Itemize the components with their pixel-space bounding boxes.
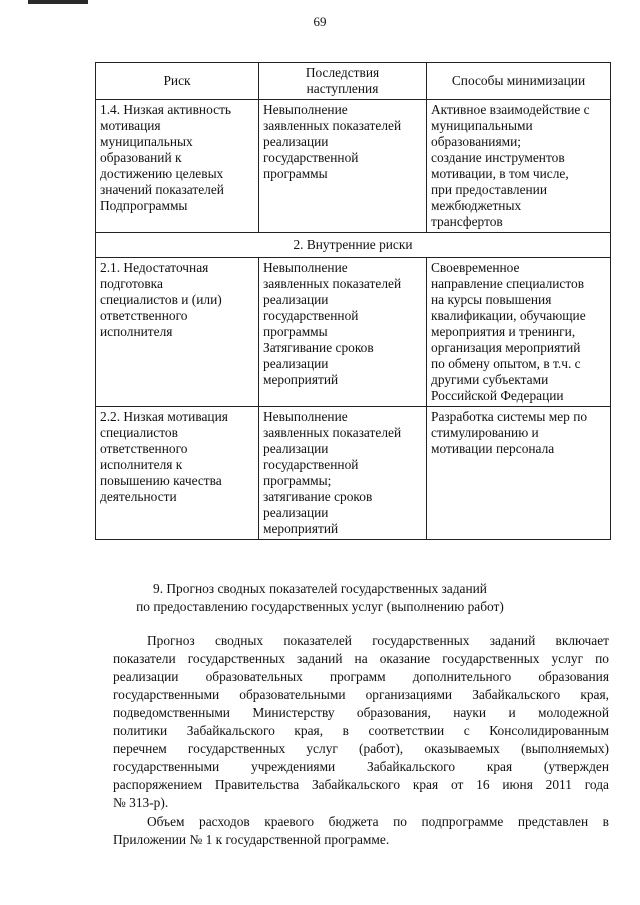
cell-line: межбюджетных [431, 198, 522, 213]
cell-line: 2.1. Недостаточная [100, 260, 209, 275]
cell-line: направление специалистов [431, 276, 585, 291]
cell-risk [96, 100, 259, 233]
table-row [96, 100, 611, 233]
cell-line: мотивация [100, 118, 161, 133]
cell-consequences [259, 100, 427, 233]
cell-line: государственной [263, 457, 359, 472]
section-row [96, 233, 611, 258]
cell-mitigation [427, 258, 611, 407]
section-heading-line: 9. Прогноз сводных показателей государственных заданий [153, 581, 487, 596]
paragraph-line: политики Забайкальского края, в соответствии с Консолидированным [113, 723, 609, 738]
cell-line: образований к [100, 150, 182, 165]
section-heading [0, 580, 640, 616]
cell-line: значений показателей [100, 182, 224, 197]
cell-line: мотивации персонала [431, 441, 555, 456]
cell-risk [96, 407, 259, 540]
cell-line: заявленных показателей [263, 276, 402, 291]
cell-line: Затягивание сроков [263, 340, 374, 355]
cell-line: муниципальных [100, 134, 193, 149]
cell-line: реализации [263, 505, 329, 520]
cell-line: по обмену опытом, в т.ч. с [431, 356, 581, 371]
table-body-external [96, 100, 611, 233]
cell-line: мероприятия и тренинги, [431, 324, 576, 339]
cell-consequences [259, 258, 427, 407]
cell-line: квалификации, обучающие [431, 308, 586, 323]
cell-line: реализации [263, 292, 329, 307]
cell-line: затягивание сроков [263, 489, 373, 504]
page-number: 69 [313, 14, 327, 29]
cell-risk [96, 258, 259, 407]
header-risk [96, 63, 259, 100]
cell-line: деятельности [100, 489, 177, 504]
paragraph-line: распоряжением Правительства Забайкальского края от 16 июня 2011 года [113, 777, 609, 792]
cell-line: специалистов [100, 425, 178, 440]
header-consequences [259, 63, 427, 100]
cell-line: подготовка [100, 276, 163, 291]
paragraph-line: государственными образовательными организациями Забайкальского края, [113, 687, 609, 702]
paragraph-line: государственными учреждениями Забайкальского края (утвержден [113, 759, 609, 774]
cell-line: реализации [263, 134, 329, 149]
cell-line: 2.2. Низкая мотивация [100, 409, 228, 424]
cell-line: муниципальными [431, 118, 533, 133]
header-consequences-line: Последствия [305, 65, 380, 80]
paragraph-line: подведомственными Министерству образования, науки и молодежной [113, 705, 609, 720]
cell-line: государственной [263, 150, 359, 165]
cell-line: повышению качества [100, 473, 222, 488]
cell-line: программы [263, 166, 328, 181]
cell-line: заявленных показателей [263, 118, 402, 133]
cell-line: на курсы повышения [431, 292, 552, 307]
cell-line: стимулированию и [431, 425, 539, 440]
table-header-row [96, 63, 611, 100]
cell-line: Российской Федерации [431, 388, 564, 403]
paragraph-forecast [113, 632, 609, 812]
section-title: 2. Внутренние риски [96, 233, 611, 258]
table-row [96, 407, 611, 540]
risk-table [95, 62, 611, 540]
paragraph-line: Объем расходов краевого бюджета по подпрограмме представлен в [147, 814, 609, 829]
cell-line: исполнителя [100, 324, 173, 339]
header-mitigation-label: Способы минимизации [451, 73, 586, 88]
paragraph-line: Прогноз сводных показателей государственных заданий включает [147, 633, 609, 648]
cell-line: Невыполнение [263, 102, 348, 117]
section-heading-line: по предоставлению государственных услуг (выполнению работ) [136, 599, 504, 614]
cell-line: другими субъектами [431, 372, 549, 387]
cell-line: создание инструментов [431, 150, 565, 165]
header-mitigation [427, 63, 611, 100]
cell-line: организация мероприятий [431, 340, 581, 355]
table-row [96, 258, 611, 407]
cell-line: Активное взаимодействие с [431, 102, 590, 117]
cell-line: Своевременное [431, 260, 520, 275]
paragraph-budget [113, 813, 609, 849]
cell-line: трансфертов [431, 214, 503, 229]
cell-line: при предоставлении [431, 182, 548, 197]
cell-line: образованиями; [431, 134, 521, 149]
cell-line: Подпрограммы [100, 198, 188, 213]
cell-line: 1.4. Низкая активность [100, 102, 232, 117]
cell-consequences [259, 407, 427, 540]
header-consequences-line: наступления [306, 81, 379, 96]
cell-line: заявленных показателей [263, 425, 402, 440]
cell-line: мероприятий [263, 372, 339, 387]
table-body-internal [96, 258, 611, 540]
cell-line: достижению целевых [100, 166, 224, 181]
paragraph-line: Приложении № 1 к государственной программе. [113, 832, 390, 847]
cell-line: мотивации, в том числе, [431, 166, 569, 181]
cell-line: государственной [263, 308, 359, 323]
paragraph-line: реализации образовательных программ дополнительного образования [113, 669, 609, 684]
paragraph-line: показатели государственных заданий на оказание государственных услуг по [113, 651, 609, 666]
cell-line: исполнителя к [100, 457, 183, 472]
cell-line: ответственного [100, 308, 188, 323]
cell-line: программы; [263, 473, 332, 488]
paragraph-line: № 313-р). [113, 795, 169, 810]
cell-line: Невыполнение [263, 260, 348, 275]
cell-line: мероприятий [263, 521, 339, 536]
cell-line: реализации [263, 356, 329, 371]
header-risk-label: Риск [163, 73, 191, 88]
cell-mitigation [427, 100, 611, 233]
cell-line: специалистов и (или) [100, 292, 222, 307]
cell-line: Разработка системы мер по [431, 409, 588, 424]
scan-edge-mark [28, 0, 88, 4]
cell-line: ответственного [100, 441, 188, 456]
cell-line: Невыполнение [263, 409, 348, 424]
cell-line: реализации [263, 441, 329, 456]
table-body-section [96, 233, 611, 258]
cell-line: программы [263, 324, 328, 339]
cell-mitigation [427, 407, 611, 540]
paragraph-line: перечнем государственных услуг (работ), оказываемых (выполняемых) [113, 741, 609, 756]
